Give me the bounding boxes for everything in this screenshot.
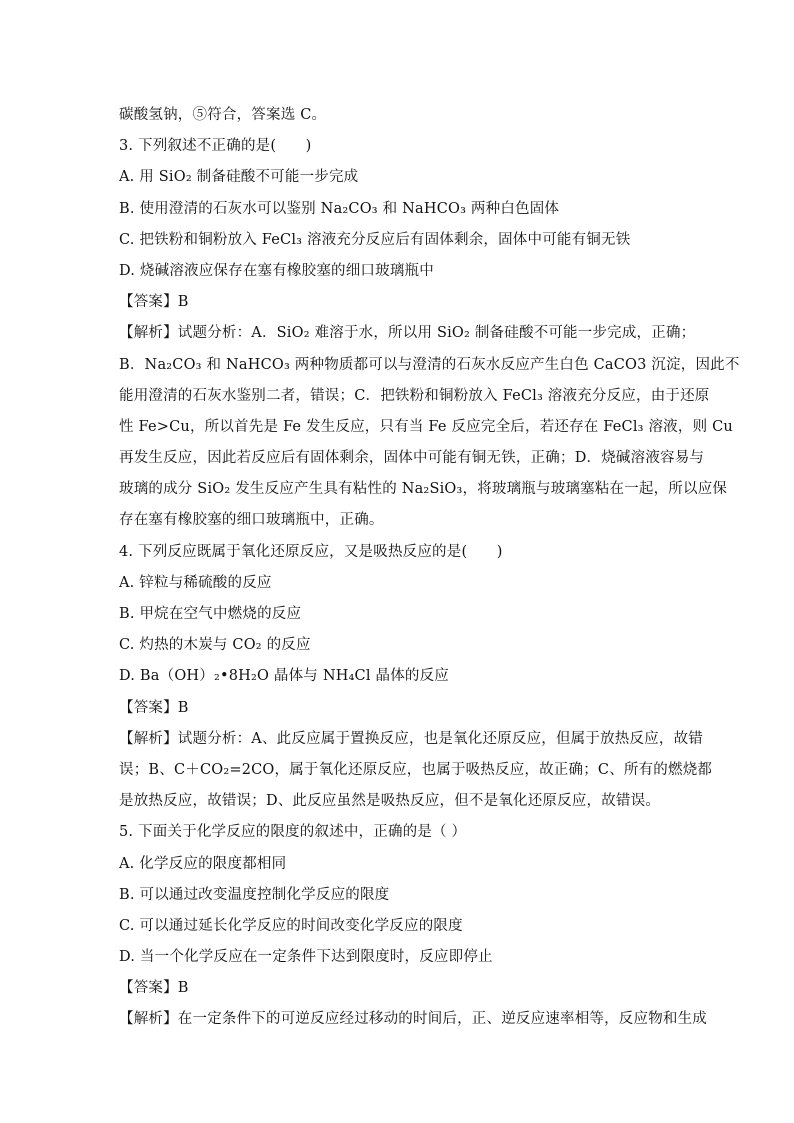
- document-body: [119, 100, 740, 1036]
- text-line: A. 锌粒与稀硫酸的反应: [119, 574, 272, 591]
- text-line: C. 可以通过延长化学反应的时间改变化学反应的限度: [119, 917, 463, 934]
- text-line: 再发生反应，因此若反应后有固体剩余，固体中可能有铜无铁，正确；D．烧碱溶液容易与: [119, 450, 705, 467]
- text-line: 玻璃的成分 SiO₂ 发生反应产生具有粘性的 Na₂SiO₃，将玻璃瓶与玻璃塞粘在一起，所以应保: [119, 481, 728, 498]
- text-line: 碳酸氢钠，⑤符合，答案选 C。: [119, 107, 327, 123]
- text-line: B. 可以通过改变温度控制化学反应的限度: [119, 886, 390, 903]
- text-line: 能用澄清的石灰水鉴别二者，错误；C．把铁粉和铜粉放入 FeCl₃ 溶液充分反应，由于还原: [119, 387, 710, 404]
- text-line: 是放热反应，故错误；D、此反应虽然是吸热反应，但不是氧化还原反应，故错误。: [119, 793, 661, 810]
- text-line: D. Ba（OH）₂•8H₂O 晶体与 NH₄Cl 晶体的反应: [119, 668, 449, 685]
- text-line: D. 当一个化学反应在一定条件下达到限度时，反应即停止: [119, 949, 493, 966]
- text-line: C. 灼热的木炭与 CO₂ 的反应: [119, 637, 311, 654]
- text-line: B．Na₂CO₃ 和 NaHCO₃ 两种物质都可以与澄清的石灰水反应产生白色 CaCO3 沉淀，因此不: [119, 356, 740, 373]
- text-line: D. 烧碱溶液应保存在塞有橡胶塞的细口玻璃瓶中: [119, 262, 434, 279]
- text-line: 【解析】在一定条件下的可逆反应经过移动的时间后，正、逆反应速率相等，反应物和生成: [119, 1011, 707, 1028]
- text-line: A. 用 SiO₂ 制备硅酸不可能一步完成: [119, 169, 359, 186]
- text-line: 4. 下列反应既属于氧化还原反应，又是吸热反应的是( ): [119, 543, 503, 560]
- text-line: 误；B、C＋CO₂=2CO，属于氧化还原反应，也属于吸热反应，故正确；C、所有的燃烧都: [119, 761, 713, 778]
- text-line: C. 把铁粉和铜粉放入 FeCl₃ 溶液充分反应后有固体剩余，固体中可能有铜无铁: [119, 231, 631, 248]
- text-line: 【解析】试题分析：A、此反应属于置换反应，也是氧化还原反应，但属于放热反应，故错: [119, 730, 703, 747]
- text-line: 3. 下列叙述不正确的是( ): [119, 138, 312, 155]
- text-line: A. 化学反应的限度都相同: [119, 855, 287, 872]
- text-line: 存在塞有橡胶塞的细口玻璃瓶中，正确。: [119, 512, 384, 529]
- text-line: 【解析】试题分析：A．SiO₂ 难溶于水，所以用 SiO₂ 制备硅酸不可能一步完成，正确；: [119, 325, 696, 342]
- text-line: 5. 下面关于化学反应的限度的叙述中，正确的是（ ）: [119, 824, 467, 841]
- text-line: 【答案】B: [119, 699, 189, 716]
- text-line: 【答案】B: [119, 980, 189, 997]
- text-line: 性 Fe>Cu，所以首先是 Fe 发生反应，只有当 Fe 反应完全后，若还存在 FeCl₃ 溶液，则 Cu: [119, 418, 733, 435]
- text-line: 【答案】B: [119, 294, 189, 311]
- text-line: B. 甲烷在空气中燃烧的反应: [119, 606, 302, 622]
- text-line: B. 使用澄清的石灰水可以鉴别 Na₂CO₃ 和 NaHCO₃ 两种白色固体: [119, 200, 560, 217]
